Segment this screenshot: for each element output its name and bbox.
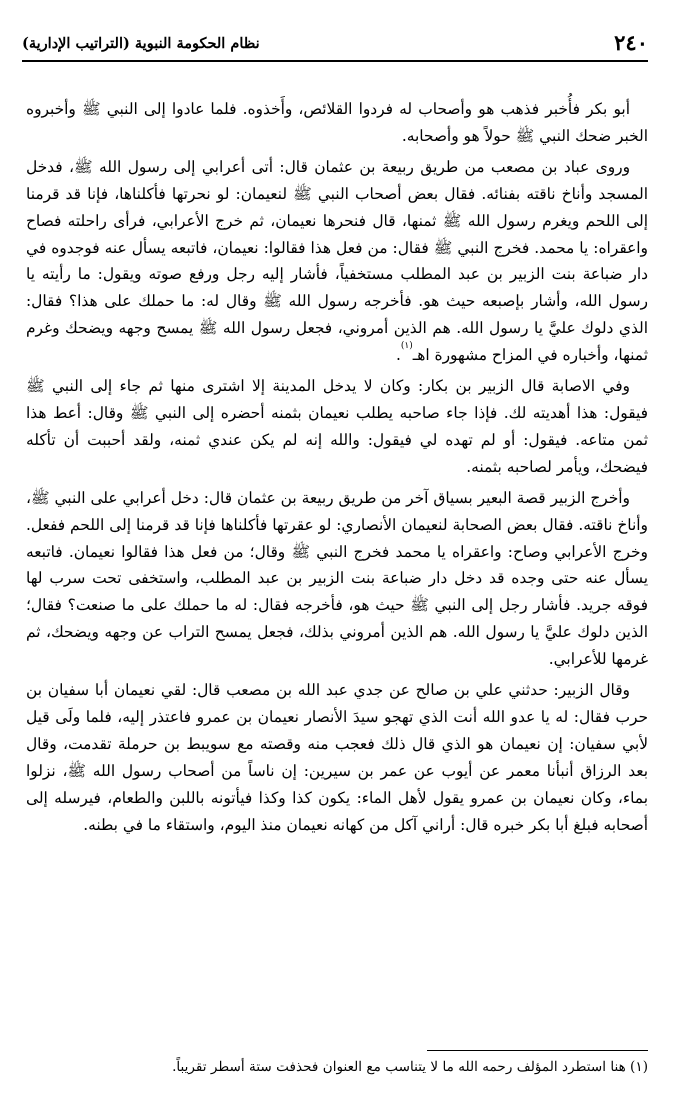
paragraph-text: وروى عباد بن مصعب من طريق ربيعة بن عثمان قال: أتى أعرابي إلى رسول الله ﷺ، فدخل المسجد وأناخ ناقته بفنائه. فقال بعض أصحاب النبي ﷺ لنعيمان: لو نحرتها فأكلناها، فإنا قد قرمنا إلى اللحم ويغرم رسول الله ﷺ ثمنها، قال فنحرها نعيمان، ثم خرج الأعرابي، فرأى راحلته فصاح واعقراه: يا محمد. فخرج النبي ﷺ فقال: من فعل هذا فقالوا: نعيمان، فاتبعه يسأل عنه فوجدوه في دار ضباعة بنت الزبير بن عبد المطلب مستخفياً، فأشار إليه رجل ورفع صوته ويقول: ما رأيته يا رسول الله، وأشار بإصبعه حيث هو. فأخرجه رسول الله ﷺ وقال له: ما حملك على هذا؟ فقال: الذي دلوك عليَّ يا رسول الله. هم الذين أمروني، فجعل رسول الله ﷺ يمسح وجهه ويضحك وغرم ثمنها، وأخباره في المزاح مشهورة اهـ [26,157,648,365]
running-title: نظام الحكومة النبوية (التراتيب الإدارية) [22,35,260,52]
page-number: ٢٤٠ [614,30,648,55]
page-header [22,30,648,64]
paragraph: أبو بكر فأُخبر فذهب هو وأصحاب له فردوا القلائص، وأَخذوه. فلما عادوا إلى النبي ﷺ وأخبروه الخبر ضحك النبي ﷺ حولاً هو وأصحابه. [26,100,648,145]
paragraph: وفي الاصابة قال الزبير بن بكار: وكان لا يدخل المدينة إلا اشترى منها ثم جاء إلى النبي ﷺ فيقول: هذا أهديته لك. فإذا جاء صاحبه يطلب نعيمان بثمنه أحضره إلى النبي ﷺ وقال: أعط هذا ثمن متاعه. فيقول: أو لم تهده لي فيقول: والله إنه لم يكن عندي ثمنه، ولقد أحببت أن تأكله فيضحك، ويأمر لصاحبه بثمنه. [26,377,648,476]
footnote-marker: (١) [400,341,413,352]
paragraph: وأخرج الزبير قصة البعير بسياق آخر من طريق ربيعة بن عثمان قال: دخل أعرابي على النبي ﷺ، وأناخ ناقته. فقال بعض الصحابة لنعيمان الأنصاري: لو عقرتها فأكلناها فإنا قد قرمنا إلى اللحم ففعل. وخرج الأعرابي وصاح: واعقراه يا محمد فخرج النبي ﷺ وقال؛ من فعل هذا فقالوا نعيمان. فاتبعه يسأل عنه حتى وجده قد دخل دار ضباعة بنت الزبير بن عبد المطلب، واستخفى تحت سرب لها فوقه جريد. فأشار رجل إلى النبي ﷺ حيث هو، فأخرجه فقال: له ما حملك على ما صنعت؟ فقال؛ الذين دلوك عليَّ يا رسول الله. هم الذين أمروني بذلك، فجعل يمسح التراب عن وجهه ويضحك، ثم غرمها للأعرابي. [26,488,648,669]
header-rule [22,60,648,62]
paragraph-with-footnote: وروى عباد بن مصعب من طريق ربيعة بن عثمان قال: أتى أعرابي إلى رسول الله ﷺ، فدخل المسجد وأناخ ناقته بفنائه. فقال بعض أصحاب النبي ﷺ لنعيمان: لو نحرتها فأكلناها، فإنا قد قرمنا إلى اللحم ويغرم رسول الله ﷺ ثمنها، قال فنحرها نعيمان، ثم خرج الأعرابي، فرأى راحلته فصاح واعقراه: يا محمد. فخرج النبي ﷺ فقال: من فعل هذا فقالوا: نعيمان، فاتبعه يسأل عنه فوجدوه في دار ضباعة بنت الزبير بن عبد المطلب مستخفياً، فأشار إليه رجل ورفع صوته ويقول: ما رأيته يا رسول الله، وأشار بإصبعه حيث هو. فأخرجه رسول الله ﷺ وقال له: ما حملك على هذا؟ فقال: الذي دلوك عليَّ يا رسول الله. هم الذين أمروني، فجعل رسول الله ﷺ يمسح وجهه ويضحك وغرم ثمنها، وأخباره في المزاح مشهورة اهـ$^{(١)}$. [26,157,648,365]
body-text [26,96,648,838]
paragraph: وقال الزبير: حدثني علي بن صالح عن جدي عبد الله بن مصعب قال: لقي نعيمان أبا سفيان بن حرب فقال: له يا عدو الله أنت الذي تهجو سيدَ الأنصار نعيمان بن عمرو فاعتذر إليه، فلما ولَى قيل لأبي سفيان: إن نعيمان هو الذي قال ذلك فعجب منه وقصته مع سويبط بن حرملة تقدمت، وقال بعد الرزاق أنبأنا معمر عن أيوب عن عمر بن سيرين: إن ناساً من أصحاب رسول الله ﷺ، نزلوا بماء، وكان نعيمان بن عمرو يقول لأهل الماء: يكون كذا وكذا فيأتونه باللبن والطعام، فيرسله إلى أصحابه فبلغ أبا بكر خبره قال: أراني آكل من كهانه نعيمان منذ اليوم، واستقاء ما في بطنه. [26,681,648,834]
footnote-rule [427,1050,648,1051]
footnote: (١) هنا استطرد المؤلف رحمه الله ما لا يتناسب مع العنوان فحذفت ستة أسطر تقريباً. [172,1059,648,1075]
